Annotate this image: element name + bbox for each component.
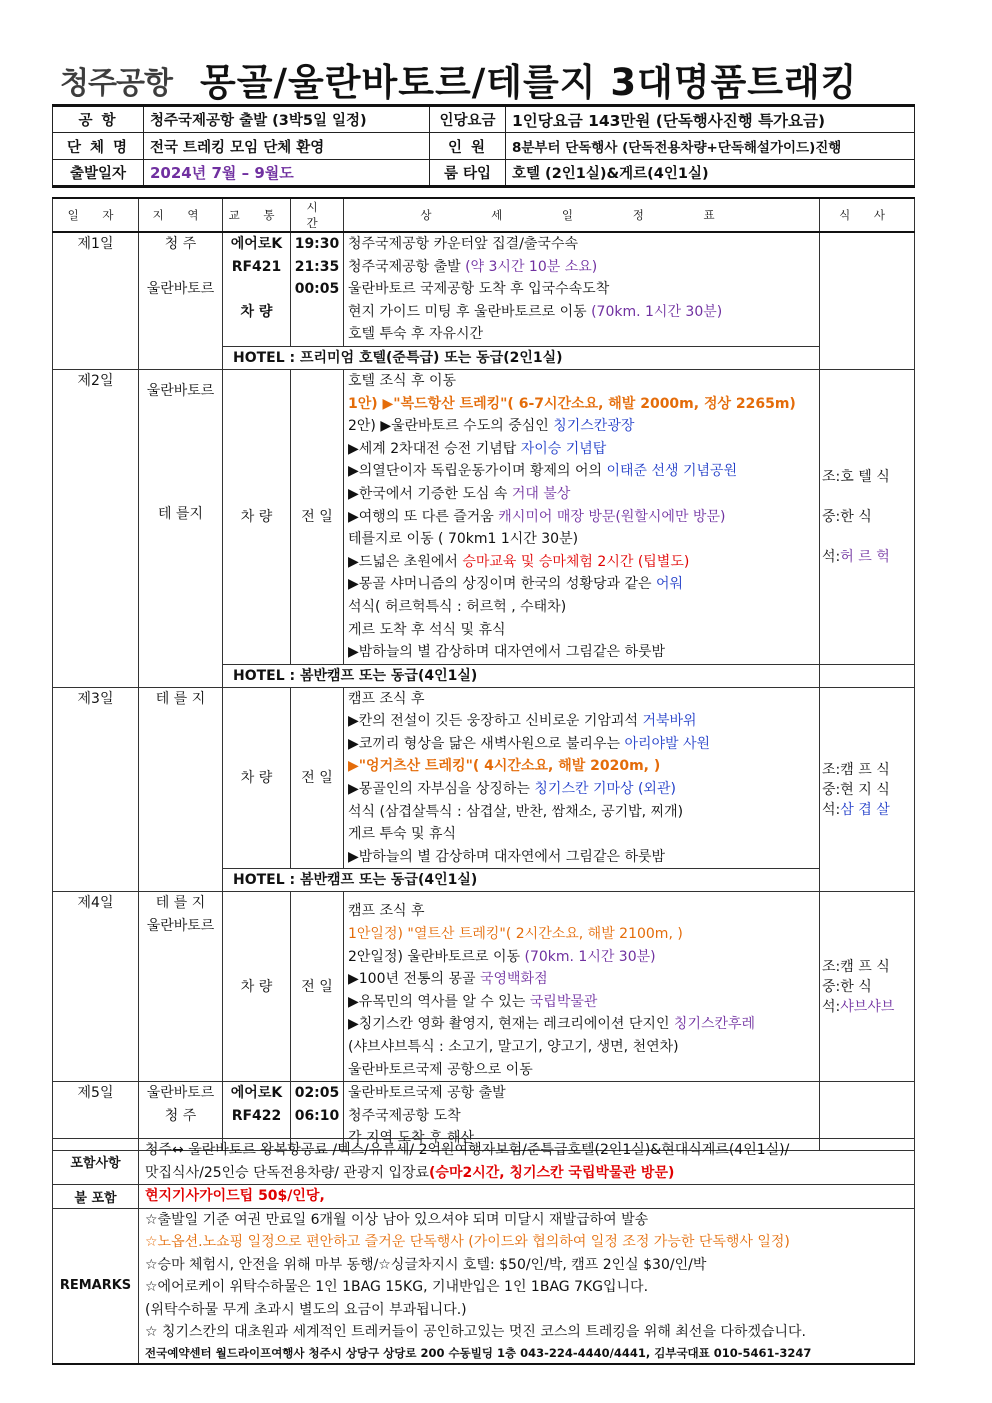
day2-transport: 차 량	[223, 369, 291, 664]
day4-region: 테 를 지 울란바토르	[139, 892, 223, 1082]
included-value: 청주↔ 울란바토르 왕복항공료 /텍스/유류세/ 2억원여행자보험/준특급호텔(2인1실)&현대식게르(4인1실)/ 맛집식사/25인승 단독전용차량/ 관광지 입장료(승마2시간, 칭기스칸 국립박물관 방문)	[139, 1139, 915, 1185]
header-region: 지 역	[139, 198, 223, 232]
day2-time: 전 일	[291, 369, 344, 664]
header-time: 시 간	[291, 198, 344, 232]
day4-row	[53, 892, 915, 1082]
excluded-value: 현지기사가이드팁 50$/인당,	[139, 1185, 915, 1209]
day1-region: 청 주 울란바토르	[139, 232, 223, 369]
day2-hotel-meal-cell	[820, 664, 915, 687]
excluded-label: 불 포함	[53, 1185, 139, 1209]
schedule-header-row	[53, 198, 915, 232]
header-transport: 교 통	[223, 198, 291, 232]
date-label: 출발일자	[53, 160, 144, 187]
day1-label: 제1일	[53, 232, 139, 369]
day4-time: 전 일	[291, 892, 344, 1082]
people-value: 8분부터 단독행사 (단독전용차량+단독해설가이드)진행	[506, 133, 915, 160]
remarks-value: ☆출발일 기준 여권 만료일 6개월 이상 남아 있으셔야 되며 미달시 재발급하여 발송 ☆노옵션.노쇼핑 일정으로 편안하고 즐거운 단독행사 (가이드와 협의하여 일정 조정 가능한 단독행사 일정) ☆승마 체험시, 안전을 위해 마부 동행/☆싱글차지시 호텔: $50/인/박, 캠프 2인실 $30/인/박 ☆에어로케이 위탁수하물은 1인 1BAG 15KG, 기내반입은 1인 1BAG 7KG입니다. (위탁수하물 무게 초과시 별도의 요금이 부과됩니다.) ☆ 칭기스칸의 대초원과 세계적인 트레커들이 공인하고있는 멋진 코스의 트레킹을 위해 최선을 다하겠습니다. 전국예약센터 월드라이프여행사 청주시 상당구 상당로 200 수동빌딩 1층 043-224-4440/4441, 김부국대표 010-5461-3247	[139, 1208, 915, 1364]
price-label: 인당요금	[430, 106, 506, 133]
day5-region: 울란바토르 청 주	[139, 1082, 223, 1151]
title-airport: 청주공항	[60, 66, 172, 101]
day4-label: 제4일	[53, 892, 139, 1082]
day5-transport: 에어로K RF422	[223, 1082, 291, 1151]
day3-meal: 조:캠 프 식 중:현 지 식 석:삼 겹 살	[820, 687, 915, 892]
title-main: 몽골/울란바토르/테를지 3대명품트래킹	[200, 61, 858, 104]
included-label: 포함사항	[53, 1139, 139, 1185]
day1-time: 19:30 21:35 00:05	[291, 232, 344, 346]
day5-label: 제5일	[53, 1082, 139, 1151]
day2-label: 제2일	[53, 369, 139, 687]
day2-meal: 조:호 텔 식 중:한 식 석:허 르 헉	[820, 369, 915, 664]
day2-hotel: HOTEL : 봄반캠프 또는 동급(4인1실)	[223, 664, 820, 687]
header-day: 일 자	[53, 198, 139, 232]
day3-details: 캠프 조식 후 ▶칸의 전설이 깃든 웅장하고 신비로운 기암괴석 거북바위 ▶코끼리 형상을 닮은 새벽사원으로 불리우는 아리야발 사원 ▶"엉거츠산 트레킹"( 4시간소요, 해발 2020m, ) ▶몽골인의 자부심을 상징하는 칭기스칸 기마상 (외관) 석식 (삼겹살특식 : 삼겹살, 반찬, 쌈채소, 공기밥, 찌개) 게르 투숙 및 휴식 ▶밤하늘의 별 감상하며 대자연에서 그림같은 하룻밤	[344, 687, 820, 869]
day1-transport: 에어로K RF421 차 량	[223, 232, 291, 346]
day3-hotel: HOTEL : 봄반캠프 또는 동급(4인1실)	[223, 869, 820, 892]
terms-table	[52, 1138, 915, 1365]
day4-details: 캠프 조식 후 1안일정) "열트산 트레킹"( 2시간소요, 해발 2100m, ) 2안일정) 울란바토르로 이동 (70km. 1시간 30분) ▶100년 전통의 몽골 국영백화점 ▶유목민의 역사를 알 수 있는 국립박물관 ▶칭기스칸 영화 촬영지, 현재는 레크리에이션 단지인 칭기스칸후레 (샤브샤브특식 : 소고기, 말고기, 양고기, 생면, 천연차) 울란바토르국제 공항으로 이동	[344, 892, 820, 1082]
day5-details: 울란바토르국제 공항 출발 청주국제공항 도착 각 지역 도착 후 해산	[344, 1082, 820, 1151]
day2-details: 호텔 조식 후 이동 1안) ▶"복드항산 트레킹"( 6-7시간소요, 해발 2000m, 정상 2265m) 2안) ▶울란바토르 수도의 중심인 칭기스칸광장 ▶세계 2차대전 승전 기념탑 자이승 기념탑 ▶의열단이자 독립운동가이며 황제의 어의 이태준 선생 기념공원 ▶한국에서 기증한 도심 속 거대 불상 ▶여행의 또 다른 즐거움 캐시미어 매장 방문(원할시에만 방문) 테를지로 이동 ( 70km1 1시간 30분) ▶드넓은 초원에서 승마교육 및 승마체험 2시간 (팁별도) ▶몽골 샤머니즘의 상징이며 한국의 성황당과 같은 어워 석식( 허르헉특식 : 허르헉 , 수태차) 게르 도착 후 석식 및 휴식 ▶밤하늘의 별 감상하며 대자연에서 그림같은 하룻밤	[344, 369, 820, 664]
remarks-row	[53, 1208, 915, 1364]
included-row	[53, 1139, 915, 1185]
day3-row	[53, 687, 915, 869]
day2-region: 울란바토르 테 를지	[139, 369, 223, 687]
airport-label: 공 항	[53, 106, 144, 133]
schedule-table	[52, 197, 915, 1151]
day4-meal: 조:캠 프 식 중:한 식 석:샤브샤브	[820, 892, 915, 1082]
excluded-row	[53, 1185, 915, 1209]
group-label: 단 체 명	[53, 133, 144, 160]
airport-value: 청주국제공항 출발 (3박5일 일정)	[144, 106, 430, 133]
day1-hotel: HOTEL : 프리미엄 호텔(준특급) 또는 동급(2인1실)	[223, 346, 820, 369]
header-detail: 상 세 일 정 표	[344, 198, 820, 232]
date-value: 2024년 7월 – 9월도	[144, 160, 430, 187]
group-value: 전국 트레킹 모임 단체 환영	[144, 133, 430, 160]
price-value: 1인당요금 143만원 (단독행사진행 특가요금)	[506, 106, 915, 133]
day2-row	[53, 369, 915, 664]
page-title	[60, 52, 930, 104]
day4-transport: 차 량	[223, 892, 291, 1082]
day1-meal	[820, 232, 915, 369]
day3-label: 제3일	[53, 687, 139, 892]
day3-region: 테 를 지	[139, 687, 223, 892]
info-table	[52, 104, 915, 188]
contact-footer: 전국예약센터 월드라이프여행사 청주시 상당구 상당로 200 수동빌딩 1층 043-224-4440/4441, 김부국대표 010-5461-3247	[145, 1345, 812, 1360]
people-label: 인 원	[430, 133, 506, 160]
header-meal: 식 사	[820, 198, 915, 232]
day1-row	[53, 232, 915, 346]
day5-time: 02:05 06:10	[291, 1082, 344, 1151]
day1-details: 청주국제공항 카운터앞 집결/출국수속 청주국제공항 출발 (약 3시간 10분 소요) 울란바토르 국제공항 도착 후 입국수속도착 현지 가이드 미팅 후 울란바토르로 이동 (70km. 1시간 30분) 호텔 투숙 후 자유시간	[344, 232, 820, 346]
day3-transport: 차 량	[223, 687, 291, 869]
remarks-label: REMARKS	[53, 1208, 139, 1364]
room-value: 호텔 (2인1실)&게르(4인1실)	[506, 160, 915, 187]
day3-time: 전 일	[291, 687, 344, 869]
room-label: 룸 타입	[430, 160, 506, 187]
